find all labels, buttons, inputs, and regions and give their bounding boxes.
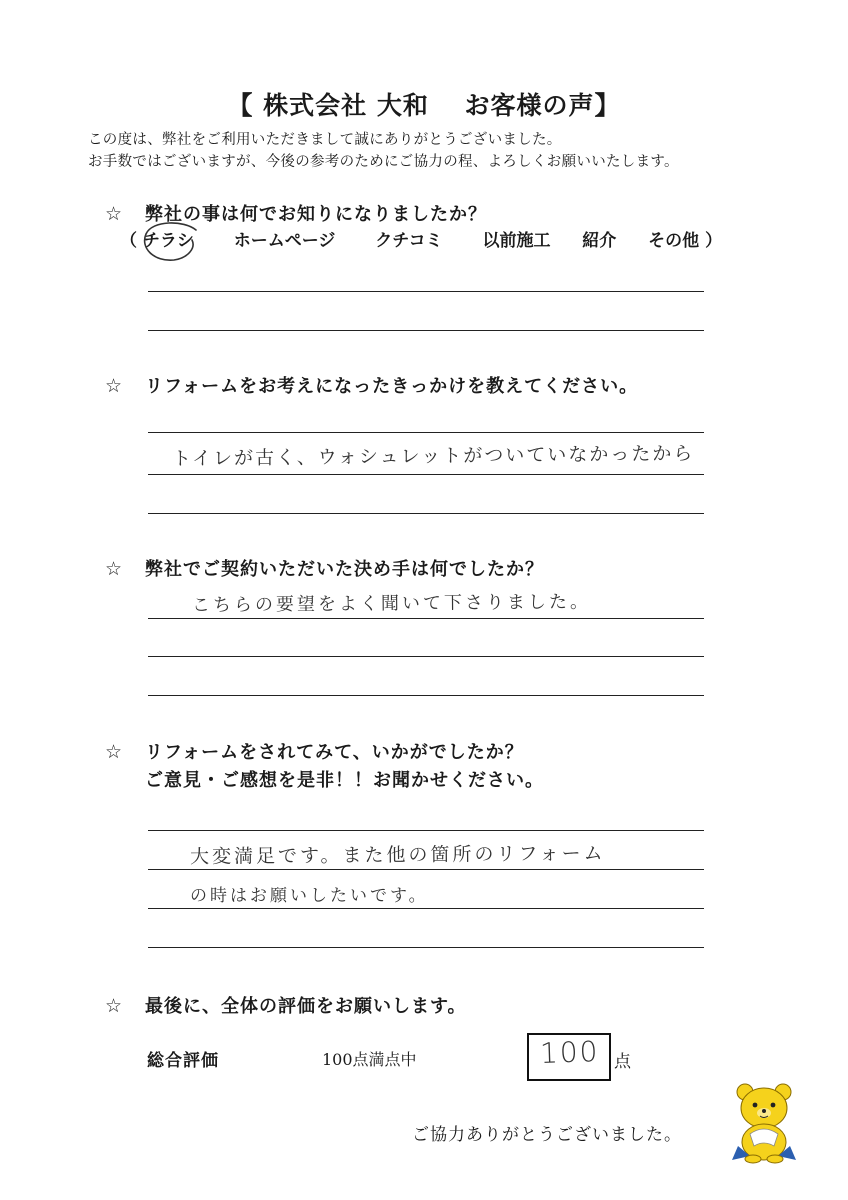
question-3-text: 弊社でご契約いただいた決め手は何でしたか？ <box>145 559 544 580</box>
question-2-text: リフォームをお考えになったきっかけを教えてください。 <box>145 376 639 397</box>
answer-line <box>148 695 704 696</box>
option-referral[interactable]: 紹介 <box>582 231 617 251</box>
option-kuchikomi[interactable]: クチコミ <box>375 231 443 251</box>
page-title: 【 株式会社 大和 お客様の声】 <box>227 91 621 120</box>
star-icon: ☆ <box>105 203 124 225</box>
answer-line <box>148 908 704 909</box>
answer-line <box>148 513 704 514</box>
answer-line <box>148 432 704 433</box>
question-2 <box>105 372 638 398</box>
star-icon: ☆ <box>105 558 124 580</box>
intro-line-2: お手数ではございますが、今後の参考のためにご協力の程、よろしくお願いいたします。 <box>88 154 679 170</box>
selection-circle-icon <box>138 218 210 270</box>
thanks-message: ご協力ありがとうございました。 <box>412 1125 682 1145</box>
bear-mascot-icon <box>728 1080 800 1164</box>
question-4 <box>105 738 524 764</box>
answer-line <box>148 474 704 475</box>
overall-rating-label: 総合評価 <box>147 1051 219 1071</box>
option-other[interactable]: その他 <box>648 231 700 251</box>
rating-scale-label: 100点満点中 <box>322 1050 417 1069</box>
question-5 <box>105 992 467 1018</box>
answer-line <box>148 330 704 331</box>
close-paren: ） <box>705 231 723 251</box>
answer-line <box>148 618 704 619</box>
open-paren: （ <box>120 231 137 251</box>
question-3 <box>105 555 544 581</box>
score-unit: 点 <box>614 1052 631 1072</box>
star-icon: ☆ <box>105 375 124 397</box>
star-icon: ☆ <box>105 741 124 763</box>
answer-4-handwriting-line2: の時はお願いしたいです。 <box>190 886 429 906</box>
question-1-text: 弊社の事は何でお知りになりましたか？ <box>145 204 487 225</box>
answer-line <box>148 869 704 870</box>
source-options <box>120 226 722 251</box>
option-previous-work[interactable]: 以前施工 <box>482 231 551 251</box>
answer-line <box>148 947 704 948</box>
answer-3-handwriting: こちらの要望をよく聞いて下さりました。 <box>191 591 592 616</box>
answer-4-handwriting-line1: 大変満足です。また他の箇所のリフォーム <box>189 842 606 868</box>
star-icon: ☆ <box>105 995 124 1017</box>
question-5-text: 最後に、全体の評価をお願いします。 <box>145 996 467 1017</box>
option-homepage[interactable]: ホームページ <box>233 231 336 251</box>
question-4-text-line1: リフォームをされてみて、いかがでしたか？ <box>145 742 524 763</box>
answer-line <box>148 291 704 292</box>
intro-line-1: この度は、弊社をご利用いただきまして誠にありがとうございました。 <box>88 132 562 148</box>
score-value: 100 <box>539 1034 600 1070</box>
answer-line <box>148 830 704 831</box>
question-4-text-line2: ご意見・ご感想を是非！！お聞かせください。 <box>145 770 544 791</box>
answer-2-handwriting: トイレが古く、ウォシュレットがついていなかったから <box>171 442 695 470</box>
answer-line <box>148 656 704 657</box>
option-chirashi[interactable]: チラシ <box>142 231 194 251</box>
